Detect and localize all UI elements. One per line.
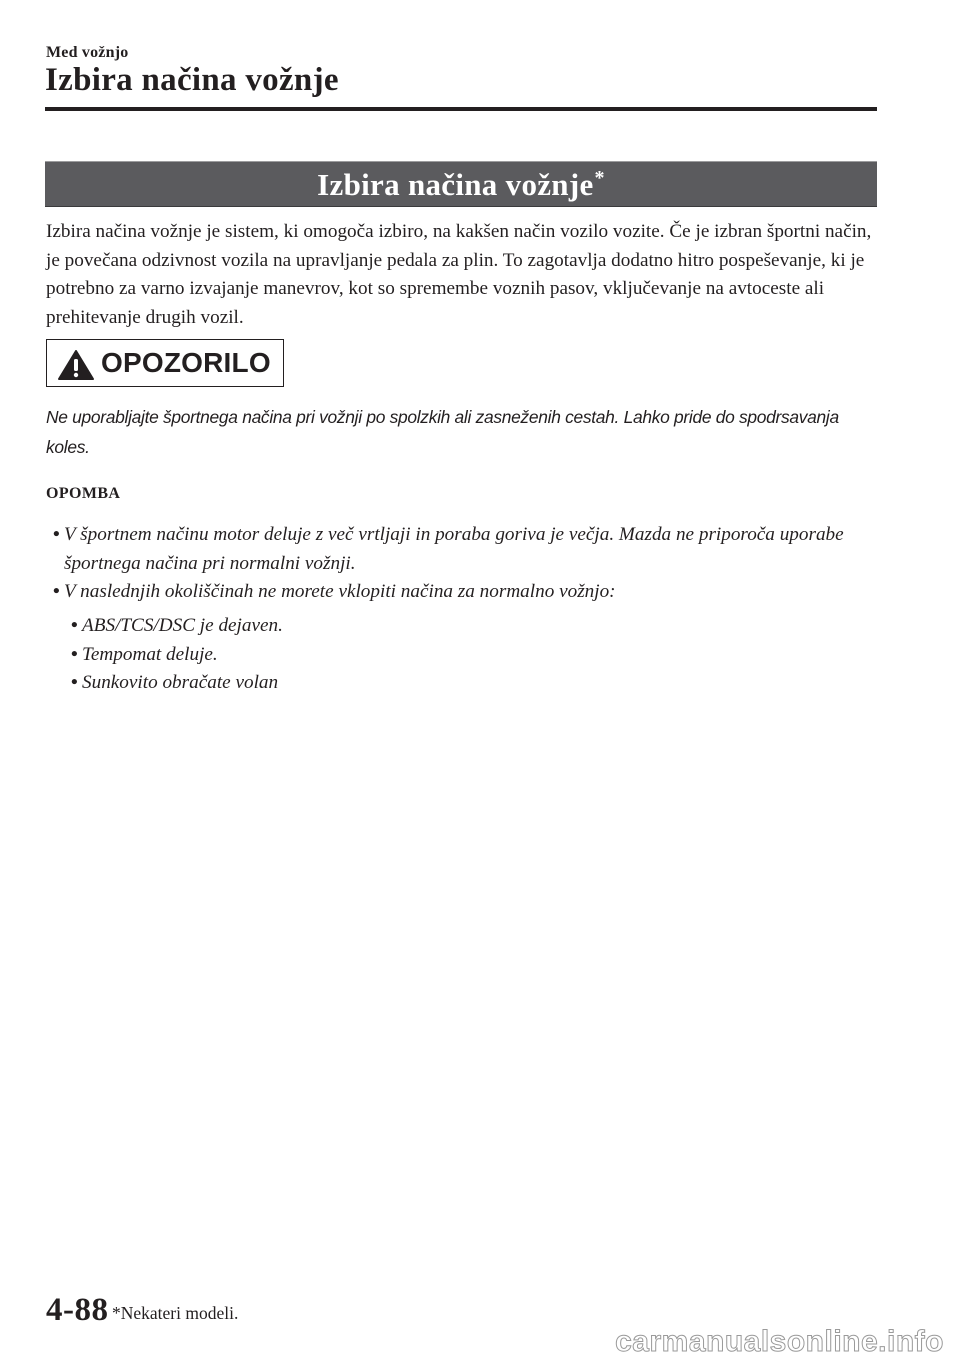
note-heading: OPOMBA (46, 485, 121, 502)
list-item (64, 669, 764, 698)
bullet-marker: • (71, 615, 78, 636)
section-title-asterisk: * (594, 167, 605, 189)
section-title (317, 168, 605, 200)
list-item-text: V športnem načinu motor deluje z več vrtljaji in poraba goriva je večja. Mazda ne priporoča uporabe športnega načina pri normalni vožnji. (64, 524, 844, 574)
warning-label: OPOZORILO (101, 347, 271, 378)
list-item-text: Tempomat deluje. (82, 643, 218, 665)
warning-triangle-icon (57, 349, 95, 381)
section-title-text: Izbira načina vožnje (317, 167, 594, 202)
footnote: *Nekateri modeli. (112, 1303, 239, 1323)
bullet-marker: • (71, 643, 78, 665)
list-item-text: ABS/TCS/DSC je dejaven. (82, 615, 283, 636)
section-header-bar (45, 161, 877, 207)
warning-box (46, 339, 284, 387)
list-item (64, 612, 764, 641)
bullet-marker: • (53, 524, 60, 545)
watermark-logo: carmanualsonline.info (615, 1325, 944, 1358)
page-number: 4-88 (46, 1292, 109, 1328)
note-sub-list (64, 612, 764, 698)
title-divider (45, 107, 877, 111)
page-title: Izbira načina vožnje (45, 62, 339, 98)
intro-paragraph: Izbira načina vožnje je sistem, ki omogoča izbiro, na kakšen način vozilo vozite. Če je izbran športni način, je povečana odzivnost vozila na upravljanje pedala za plin. To zagotavlja dodatno hitro pospeševanje, ki je potrebno za varno izvajanje manevrov, kot so spremembe voznih pasov, vključevanje na avtoceste ali prehitevanje drugih vozil. (46, 221, 872, 329)
list-item-text: Sunkovito obračate volan (82, 672, 279, 693)
bullet-marker: • (53, 581, 60, 602)
breadcrumb: Med vožnjo (46, 44, 129, 61)
warning-text: Ne uporabljajte športnega načina pri vožnji po spolzkih ali zasneženih cestah. Lahko pride do spodrsavanja koles. (46, 407, 839, 457)
note-list (46, 521, 876, 607)
list-item (64, 641, 764, 670)
bullet-marker: • (71, 672, 78, 693)
list-item-text: V naslednjih okoliščinah ne morete vklopiti načina za normalno vožnjo: (64, 581, 616, 602)
list-item (46, 578, 876, 607)
list-item (46, 521, 876, 578)
